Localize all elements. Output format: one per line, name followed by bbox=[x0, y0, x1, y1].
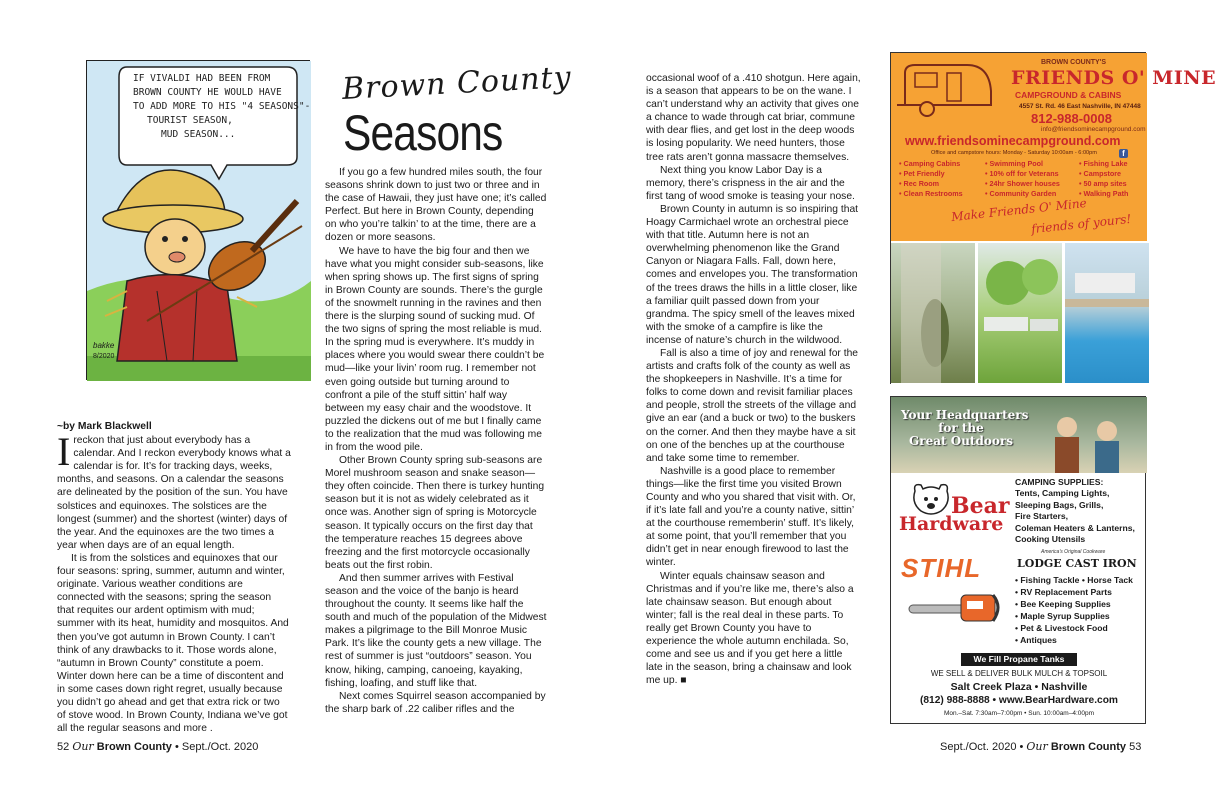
ad-background bbox=[891, 53, 1216, 241]
ad-slogan-line2: friends of yours! bbox=[1030, 211, 1132, 237]
cartoon-illustration bbox=[86, 60, 310, 380]
byline: ~by Mark Blackwell bbox=[57, 421, 152, 432]
ad-delivery-line: WE SELL & DELIVER BULK MULCH & TOPSOIL bbox=[930, 669, 1108, 678]
article-title-line2: Seasons bbox=[343, 105, 503, 161]
cartoon-caption-line: MUD SEASON... bbox=[161, 129, 236, 140]
article-column-1 bbox=[57, 420, 291, 735]
hardware-item: • RV Replacement Parts bbox=[1015, 587, 1112, 598]
article-paragraph: Brown County in autumn is so inspiring that Hoagy Carmichael wrote an orchestral piece with that title. Autumn here is not an overwhelming phenomenon like the Grand Canyon or Niagara Falls. Fall, down here, comes and envelopes you. The transformation of the trees draws the hills in a little closer, like a familiar quilt passed down from your grandma. The spicy smell of the leaves mixed with the smoke of a campfire is like the incense of nature’s church in the wildwood. bbox=[646, 203, 859, 346]
page-number: 52 bbox=[57, 741, 70, 753]
article-paragraph: Fall is also a time of joy and renewal for the artists and crafts folk of the county as well as the shopkeepers in Nashville. It’s a time for folks to come down and revisit familiar places and people, stroll the streets of the village and give an ear (and a buck or two) to the buskers on the corner. And then they maybe have a sit on one of the benches up at the courthouse and take some time to remember. bbox=[646, 347, 859, 464]
article-paragraph: Next comes Squirrel season accompanied by the sharp bark of .22 caliber rifles and the bbox=[325, 690, 546, 715]
ad-banner-photo bbox=[891, 397, 1147, 473]
ad-brand-name: FRIENDS O' MINE bbox=[1011, 67, 1216, 89]
hardware-item: • Pet & Livestock Food bbox=[1015, 623, 1108, 634]
article-paragraph: Nashville is a good place to remember things—like the first time you visited Brown County and who you shared that visit with. Or, if it’s late fall and you’re a county native, sittin’ at the courthouse rememberin’ stuff. It’s likely, at some point, that you’ll remember that you didn’t get in near enough firewood to last the winter. bbox=[646, 465, 856, 569]
article-paragraph: Winter equals chainsaw season and Christmas and if you’re like me, there’s also a late chainsaw season. But enough about winter; fall is the real deal in these parts. To really get Brown County you have to experience the whole autumn enchilada. So, come and see us and if you get here a little late in the season, bring a chainsaw and look me up. ■ bbox=[646, 570, 854, 687]
hardware-item: • Bee Keeping Supplies bbox=[1015, 599, 1111, 610]
cartoon-caption-line: TO ADD MORE TO HIS "4 SEASONS"- bbox=[133, 101, 311, 112]
feature-item: • 50 amp sites bbox=[1079, 179, 1127, 188]
hardware-items-list bbox=[1015, 574, 1133, 647]
magazine-name: Brown County bbox=[96, 741, 172, 753]
stihl-logo: STIHL bbox=[901, 553, 982, 583]
feature-item: • Pet Friendly bbox=[899, 169, 945, 178]
feature-item: • Campstore bbox=[1079, 169, 1122, 178]
ad-email[interactable]: info@friendsominecampground.com bbox=[1041, 126, 1146, 133]
supply-item: Sleeping Bags, Grills, bbox=[1015, 499, 1104, 510]
ad-plaza-line: Salt Creek Plaza • Nashville bbox=[950, 681, 1088, 693]
magazine-our: Our bbox=[1026, 740, 1048, 753]
ad-hours: Office and campstore hours: Monday - Saturday 10:00am - 6:00pm bbox=[931, 150, 1097, 156]
rv-campsite-image bbox=[978, 243, 1062, 383]
ad-features-col-b bbox=[985, 159, 1060, 199]
issue-date: Sept./Oct. 2020 • bbox=[940, 741, 1024, 753]
feature-item: • Swimming Pool bbox=[985, 159, 1044, 168]
left-folio bbox=[57, 740, 258, 753]
lodge-tagline: America's Original Cookware bbox=[1041, 549, 1106, 555]
feature-item: • Fishing Lake bbox=[1079, 159, 1128, 168]
hardware-item: • Fishing Tackle • Horse Tack bbox=[1015, 575, 1133, 585]
ad-features-col-c bbox=[1079, 159, 1128, 199]
supply-item: Cooking Utensils bbox=[1015, 534, 1086, 545]
drop-cap: I bbox=[57, 429, 71, 475]
facebook-icon[interactable]: f bbox=[1119, 149, 1128, 158]
ad-banner-text bbox=[901, 408, 1029, 448]
bear-logo-word: Bear bbox=[951, 493, 1010, 519]
banner-line: Great Outdoors bbox=[909, 434, 1013, 448]
article-title-line1: Brown County bbox=[341, 60, 573, 107]
magazine-name: Brown County bbox=[1050, 741, 1127, 753]
fish-catch-image bbox=[891, 243, 975, 383]
article-column-2 bbox=[325, 166, 547, 716]
hardware-item: • Maple Syrup Supplies bbox=[1015, 611, 1110, 622]
article-paragraph: occasional woof of a .410 shotgun. Here again, is a season that appears to be on the wane. I can’t understand why an activity that gives one a chance to wade through cat briar, commune with dear flies, and get lost in the deep woods is losing popularity. We need hunters, those tree rats aren’t gonna massacre themselves. bbox=[646, 73, 861, 163]
bear-logo-icon bbox=[911, 481, 951, 517]
lodge-logo: LODGE CAST IRON bbox=[1017, 557, 1137, 570]
ad-photo-strip bbox=[891, 241, 1147, 385]
article-paragraph: If you go a few hundred miles south, the four seasons shrink down to just two or three and in the case of Hawaii, they just have one; it’s called Perfect. But here in Brown County, depending on who you’re talkin’ to at the time, there are a dozen or more seasons. bbox=[325, 167, 547, 244]
ad-website[interactable]: www.friendsominecampground.com bbox=[905, 134, 1121, 148]
feature-item: • Community Garden bbox=[985, 189, 1057, 198]
chainsaw-icon bbox=[905, 587, 1005, 635]
page-number: 53 bbox=[1129, 741, 1142, 753]
campers-photo bbox=[1027, 397, 1147, 473]
article-paragraph: Other Brown County spring sub-seasons are Morel mushroom season and snake season—they often coincide. Then there is turkey hunting season but it is not as widely celebrated as it once was. Another sign of spring is Motorcycle season. It typically occurs on the first day that the temperature reaches 15 degrees above freezing and the first motorcycle occasionally beats out the first robin. bbox=[325, 455, 545, 571]
fishing-photo bbox=[891, 243, 975, 383]
ad-kicker: BROWN COUNTY'S bbox=[1041, 59, 1107, 66]
cartoon-caption bbox=[133, 72, 310, 142]
article-column-3 bbox=[646, 72, 861, 687]
banner-line: for the bbox=[938, 421, 984, 435]
propane-badge: We Fill Propane Tanks bbox=[961, 653, 1077, 666]
cartoon-caption-line: TOURIST SEASON, bbox=[147, 115, 233, 126]
hardware-item: • Antiques bbox=[1015, 635, 1057, 646]
article-paragraph bbox=[57, 429, 291, 552]
pool-photo bbox=[1065, 243, 1149, 383]
feature-item: • Rec Room bbox=[899, 179, 940, 188]
cartoon-signature: bakke bbox=[93, 341, 115, 350]
supplies-title: CAMPING SUPPLIES: bbox=[1015, 477, 1104, 487]
supply-item: Tents, Camping Lights, bbox=[1015, 488, 1110, 499]
ad-address: 4557 St. Rd. 46 East Nashville, IN 47448 bbox=[1019, 103, 1141, 110]
ad-store-hours: Mon.–Sat. 7:30am–7:00pm • Sun. 10:00am–4:00pm bbox=[943, 710, 1095, 717]
swimming-pool-image bbox=[1065, 243, 1149, 383]
ad-contact-line[interactable]: (812) 988-8888 • www.BearHardware.com bbox=[920, 695, 1118, 706]
cartoon-caption-line: BROWN COUNTY HE WOULD HAVE bbox=[133, 87, 282, 98]
article-paragraph: Next thing you know Labor Day is a memory, there’s crispness in the air and the first tang of wood smoke is teasing your nose. bbox=[646, 164, 855, 202]
ad-phone[interactable]: 812-988-0008 bbox=[1031, 111, 1112, 126]
article-paragraph: It is from the solstices and equinoxes that our four seasons: spring, summer, autumn and winter, originate. Various weather conditions are connected with the seasons; spring the season that requites our ardent optimism with mud; summer with its heat, humidity and mosquitos. And then you’ve got autumn in Brown County. I can’t think of any drawbacks to it. Those words alone, “autumn in Brown County” constitute a poem. Winter down here can be a time of discontent and in some cases down right regret, usually because you didn’t go ahead and get that extra rick or two of stove wood. In Brown County, Indiana we’ve got all the regular seasons and more . bbox=[57, 552, 289, 735]
feature-item: • Walking Path bbox=[1079, 189, 1129, 198]
article-paragraph: We have to have the big four and then we have what you might consider sub-seasons, like when spring shows up. The first signs of spring in Brown County are sounds. There’s the gurgle of the snowmelt running in the ravines and then there is the slurping sound of sucking mud. Of the two signs of spring the most reliable is mud. In the spring mud is everywhere. It’s muddy in places where you would swear there couldn’t be mud—like your livin’ room rug. I remember not even going outside but turning around to confront a pile of the stuff sittin’ half way between my easy chair and the woodstove. It puzzled the dickens out of me but I finally came to the realization that the mud was following me in from the wood pile. bbox=[325, 245, 545, 453]
article-paragraph: And then summer arrives with Festival season and the voice of the banjo is heard throughout the county. It seems like half the south and much of the population of the Midwest makes a pilgrimage to the Bill Monroe Music Park. It’s like the county gets a new village. The rest of summer is just “outdoors” season. You know, hiking, camping, canoeing, kayaking, fishing, loafing, and stuff like that. bbox=[325, 572, 547, 689]
hardware-logo-word: Hardware bbox=[899, 513, 1004, 535]
feature-item: • 24hr Shower houses bbox=[985, 179, 1060, 188]
camper-trailer-icon bbox=[897, 61, 997, 123]
bear-hardware-ad[interactable] bbox=[890, 396, 1146, 724]
cartoon-date: 8/2020 bbox=[93, 353, 115, 360]
ad-features-col-a bbox=[899, 159, 963, 199]
issue-date: • Sept./Oct. 2020 bbox=[174, 741, 259, 753]
feature-item: • Clean Restrooms bbox=[899, 189, 963, 198]
ad-brand-sub: CAMPGROUND & CABINS bbox=[1015, 90, 1122, 100]
feature-item: • Camping Cabins bbox=[899, 159, 961, 168]
supply-item: Coleman Heaters & Lanterns, bbox=[1015, 522, 1135, 533]
campsite-photo bbox=[978, 243, 1062, 383]
cartoon-caption-line: IF VIVALDI HAD BEEN FROM bbox=[133, 73, 271, 84]
camping-supplies-list bbox=[1015, 477, 1135, 545]
feature-item: • 10% off for Veterans bbox=[985, 169, 1059, 178]
right-folio bbox=[940, 740, 1141, 753]
supply-item: Fire Starters, bbox=[1015, 511, 1069, 522]
banner-line: Your Headquarters bbox=[901, 408, 1029, 422]
paragraph-text: reckon that just about everybody has a calendar. And I reckon everybody knows what a calendar is for. It’s for tracking days, weeks, months, and seasons. On a calendar the seasons are delineated by the position of the sun. You have solstices and equinoxes. The solstices are the longest (summer) and the shortest (winter) days of the year. And the equinoxes are the two times a year when days are of an equal length. bbox=[57, 435, 291, 551]
magazine-our: Our bbox=[72, 740, 94, 753]
friends-o-mine-ad[interactable] bbox=[890, 52, 1216, 384]
ad-slogan-line1: Make Friends O' Mine bbox=[950, 195, 1088, 225]
